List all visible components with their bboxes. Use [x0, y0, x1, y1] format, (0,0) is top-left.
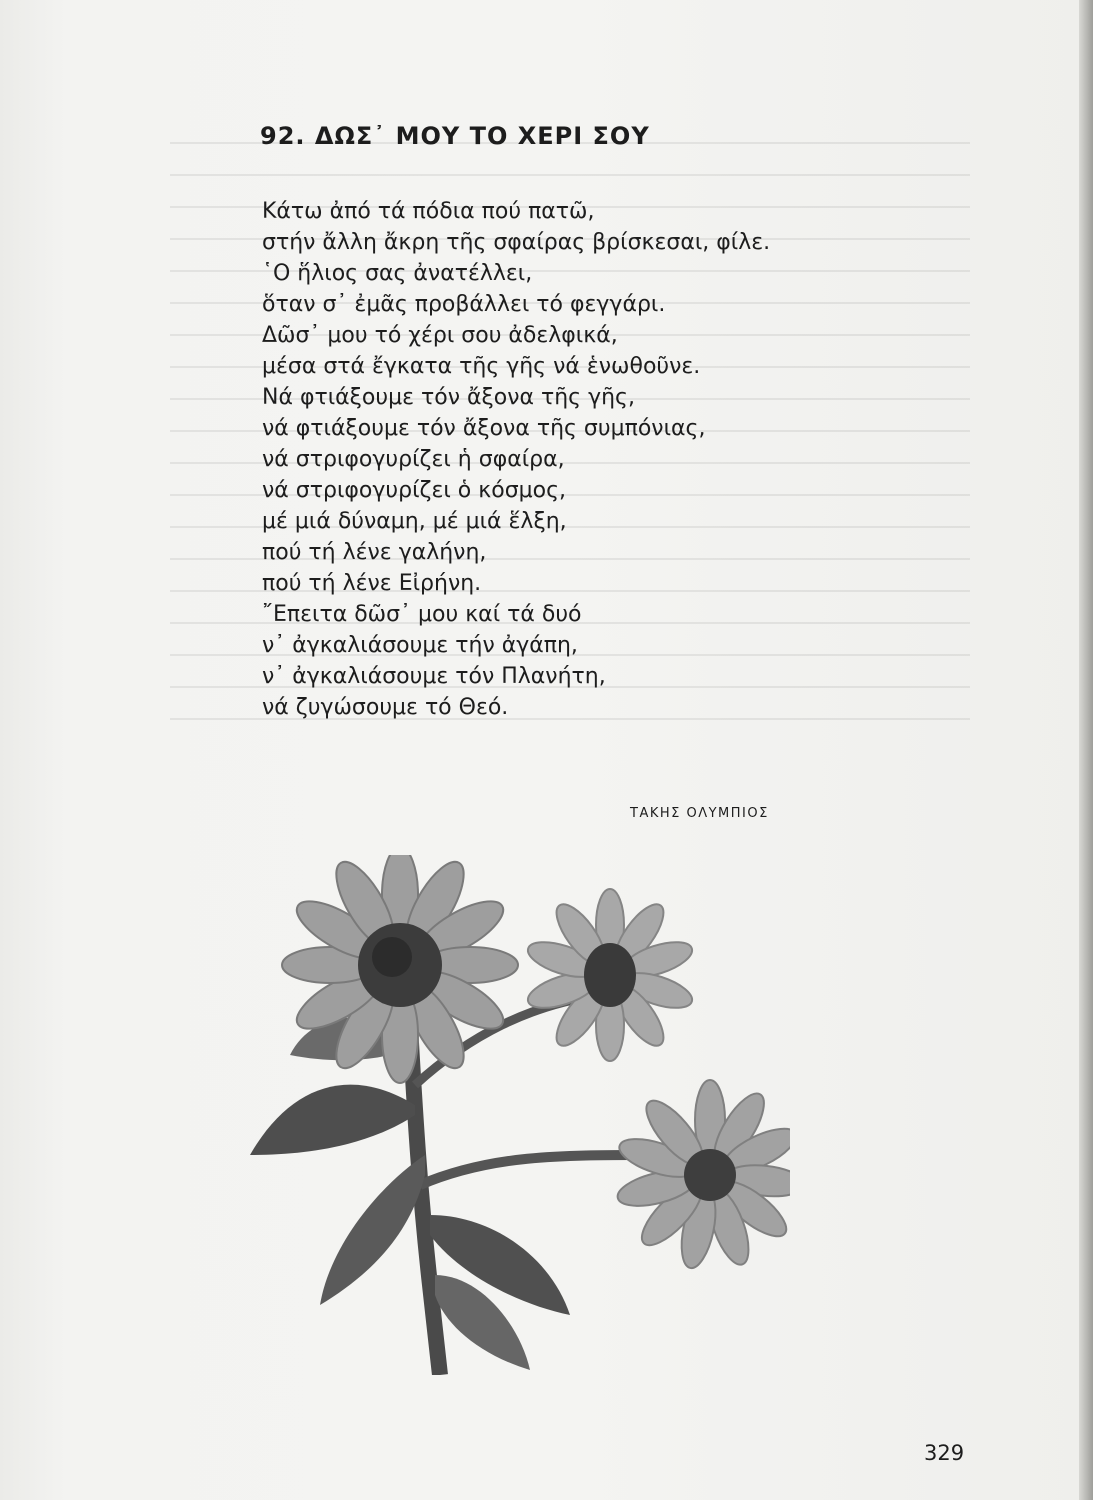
- poem-line: ῾Ο ἥλιος σας ἀνατέλλει,: [262, 261, 533, 286]
- sunflowers-watercolor-icon: [230, 855, 790, 1375]
- poem-line: στήν ἄλλη ἄκρη τῆς σφαίρας βρίσκεσαι, φίλε.: [262, 230, 771, 255]
- poem-line: μέ μιά δύναμη, μέ μιά ἕλξη,: [262, 509, 567, 534]
- poem-line: ῎Επειτα δῶσ᾿ μου καί τά δυό: [262, 602, 582, 627]
- poem-line: πού τή λένε Εἰρήνη.: [262, 571, 482, 596]
- poem-body: [262, 196, 770, 723]
- poem-title: 92. ΔΩΣ᾿ ΜΟΥ ΤΟ ΧΕΡΙ ΣΟΥ: [260, 122, 650, 150]
- page-number: 329: [924, 1441, 965, 1465]
- poem-line: νά φτιάξουμε τόν ἄξονα τῆς συμπόνιας,: [262, 416, 706, 441]
- poem-line: Κάτω ἀπό τά πόδια πού πατῶ,: [262, 199, 595, 224]
- poem-line: ν᾿ ἀγκαλιάσουμε τήν ἀγάπη,: [262, 633, 578, 658]
- poem-line: μέσα στά ἔγκατα τῆς γῆς νά ἑνωθοῦνε.: [262, 354, 701, 379]
- poem-line: νά στριφογυρίζει ἡ σφαίρα,: [262, 447, 565, 472]
- poem-line: ν᾿ ἀγκαλιάσουμε τόν Πλανήτη,: [262, 664, 606, 689]
- poem-line: ὅταν σ᾿ ἐμᾶς προβάλλει τό φεγγάρι.: [262, 292, 666, 317]
- poem-line: νά ζυγώσουμε τό Θεό.: [262, 695, 509, 720]
- poem-line: Νά φτιάξουμε τόν ἄξονα τῆς γῆς,: [262, 385, 635, 410]
- poem-line: Δῶσ᾿ μου τό χέρι σου ἀδελφικά,: [262, 323, 618, 348]
- poem-author: ΤΑΚΗΣ ΟΛΥΜΠΙΟΣ: [630, 806, 769, 821]
- poem-line: πού τή λένε γαλήνη,: [262, 540, 487, 565]
- poem-line: νά στριφογυρίζει ὁ κόσμος,: [262, 478, 566, 503]
- page-binding-edge: [1079, 0, 1093, 1500]
